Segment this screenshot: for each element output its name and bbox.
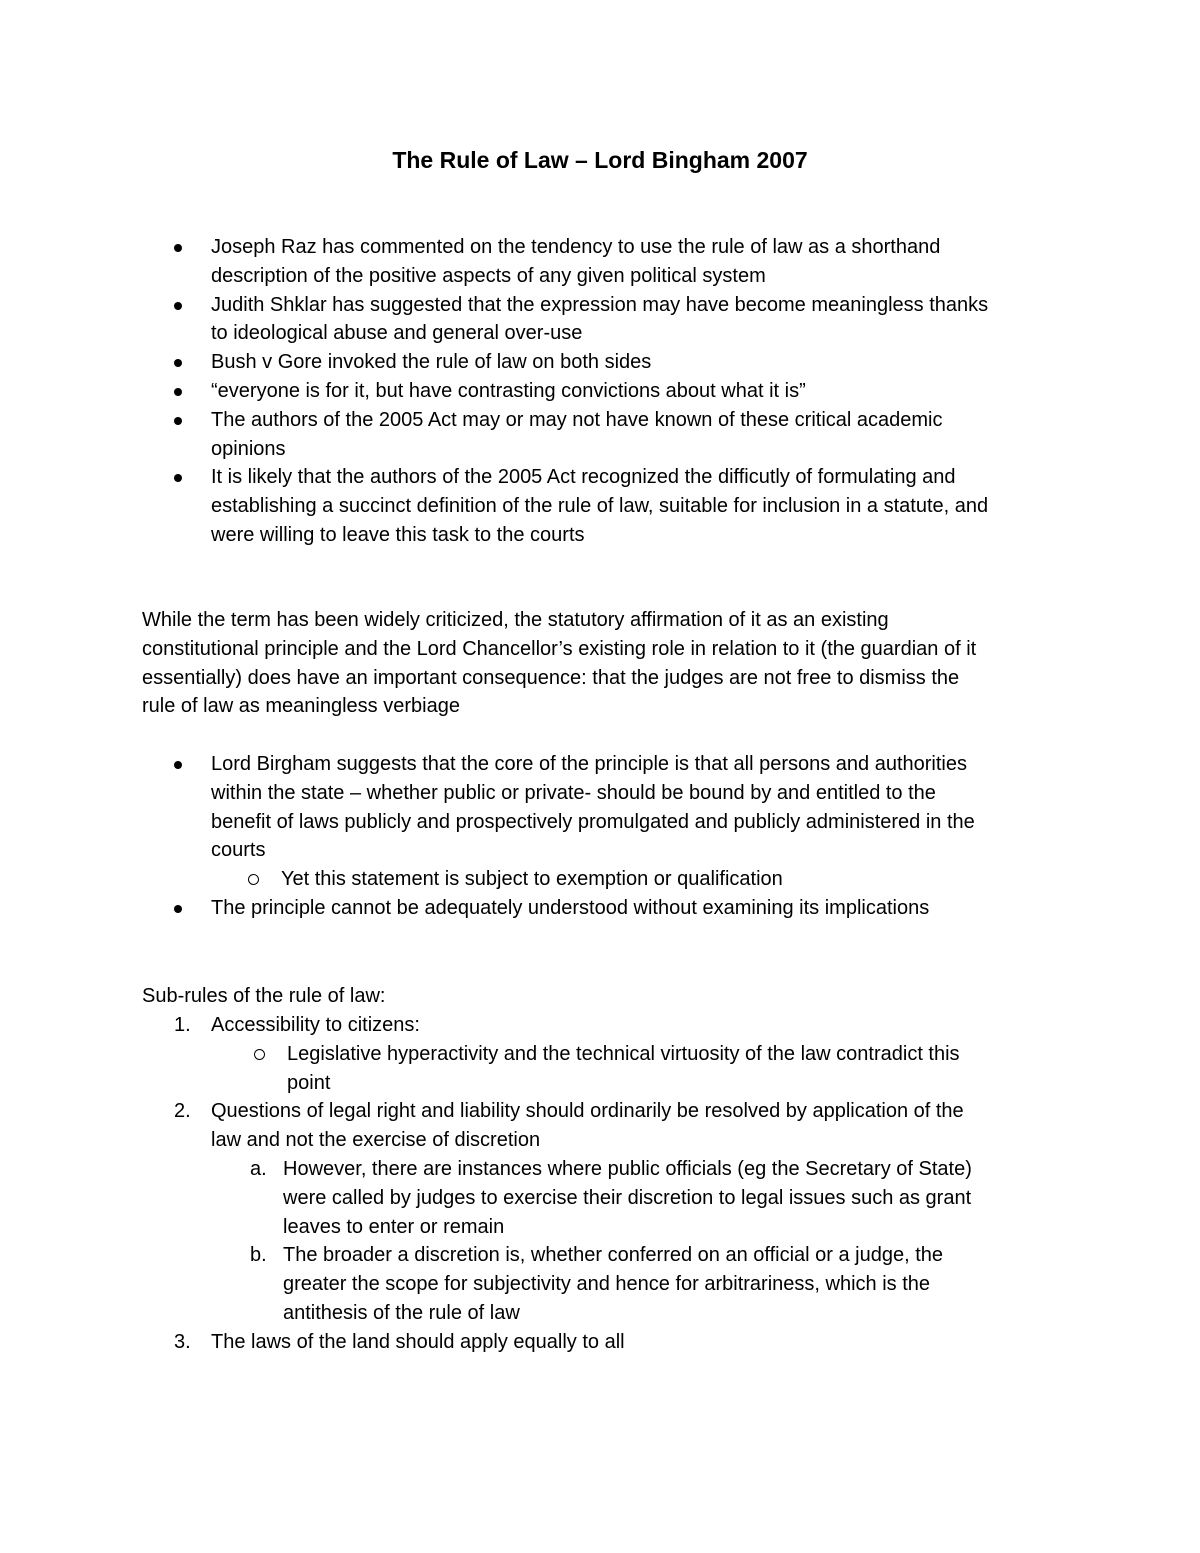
lettered-item — [0, 1155, 1200, 1241]
list-item — [0, 377, 1200, 406]
list-item-line: within the state – whether public or private- should be bound by and entitled to the — [211, 781, 936, 804]
bullet-icon — [174, 244, 182, 252]
letter-label: a. — [250, 1157, 267, 1180]
list-item-line: It is likely that the authors of the 2005 Act recognized the difficutly of formulating and — [211, 466, 956, 489]
circle-bullet-icon — [254, 1049, 265, 1060]
list-item-line: were called by judges to exercise their discretion to legal issues such as grant — [283, 1186, 972, 1209]
list-item — [0, 291, 1200, 349]
bullet-icon — [174, 302, 182, 310]
sub-list-item-line: Yet this statement is subject to exemption or qualification — [281, 868, 783, 891]
list-item-line: The laws of the land should apply equally to all — [211, 1330, 625, 1353]
list-item-line: Questions of legal right and liability should ordinarily be resolved by application of the — [211, 1100, 964, 1123]
paragraph-line: rule of law as meaningless verbiage — [142, 695, 460, 718]
list-item-line: leaves to enter or remain — [283, 1215, 505, 1238]
page-title: The Rule of Law – Lord Bingham 2007 — [392, 147, 808, 173]
paragraph-line: constitutional principle and the Lord Chancellor’s existing role in relation to it (the guardian of it — [142, 637, 977, 660]
list-item-line: establishing a succinct definition of the rule of law, suitable for inclusion in a statute, and — [211, 495, 989, 518]
list-item — [0, 406, 1200, 464]
list-item-line: The authors of the 2005 Act may or may not have known of these critical academic — [211, 408, 943, 431]
bullet-icon — [174, 905, 182, 913]
circle-bullet-icon — [248, 874, 259, 885]
list-item-line: “everyone is for it, but have contrasting convictions about what it is” — [211, 379, 806, 402]
body-paragraph — [142, 606, 976, 721]
numbered-item — [0, 1011, 1200, 1097]
bullet-icon — [174, 761, 182, 769]
sub-list-item-line: point — [287, 1071, 331, 1094]
sub-list-item — [281, 865, 1200, 894]
number-label: 3. — [174, 1330, 191, 1353]
list-item-line: law and not the exercise of discretion — [211, 1129, 541, 1152]
sub-list-item — [287, 1040, 1200, 1098]
numbered-list — [0, 1011, 1200, 1357]
list-item — [0, 463, 1200, 549]
list-item-line: Lord Birgham suggests that the core of the principle is that all persons and authorities — [211, 753, 967, 775]
numbered-item — [0, 1097, 1200, 1327]
list-item — [0, 233, 1200, 291]
paragraph-line: While the term has been widely criticized, the statutory affirmation of it as an existing — [142, 609, 889, 631]
list-item — [0, 348, 1200, 377]
list-item-line: were willing to leave this task to the courts — [211, 523, 585, 546]
list-item-line: The broader a discretion is, whether conferred on an official or a judge, the — [283, 1244, 944, 1267]
list-item-line: The principle cannot be adequately understood without examining its implications — [211, 896, 930, 919]
list-item-line: However, there are instances where public officials (eg the Secretary of State) — [283, 1157, 972, 1180]
list-item — [0, 750, 1200, 894]
list-item-line: Accessibility to citizens: — [211, 1014, 420, 1036]
list-item-line: antithesis of the rule of law — [283, 1301, 520, 1324]
bullet-icon — [174, 417, 182, 425]
number-label: 1. — [174, 1014, 191, 1036]
lettered-item — [0, 1241, 1200, 1327]
sub-list-item-line: Legislative hyperactivity and the technical virtuosity of the law contradict this — [287, 1042, 960, 1065]
list-item-line: greater the scope for subjectivity and hence for arbitrariness, which is the — [283, 1273, 930, 1296]
list-item-line: Judith Shklar has suggested that the expression may have become meaningless thanks — [211, 293, 989, 316]
list-item-line: to ideological abuse and general over-use — [211, 322, 583, 345]
bullet-list-1 — [0, 233, 1200, 550]
number-label: 2. — [174, 1100, 191, 1123]
bullet-icon — [174, 359, 182, 367]
list-item-line: Joseph Raz has commented on the tendency to use the rule of law as a shorthand — [211, 236, 941, 258]
list-item-line: opinions — [211, 437, 286, 460]
list-item-line: Bush v Gore invoked the rule of law on both sides — [211, 351, 652, 374]
list-item-line: benefit of laws publicly and prospectively promulgated and publicly administered in the — [211, 810, 975, 833]
letter-label: b. — [250, 1244, 267, 1267]
subrules-heading: Sub-rules of the rule of law: — [142, 985, 386, 1007]
bullet-icon — [174, 474, 182, 482]
list-item-line: courts — [211, 839, 266, 862]
numbered-item — [0, 1328, 1200, 1357]
paragraph-line: essentially) does have an important consequence: that the judges are not free to dismiss the — [142, 666, 960, 689]
list-item — [0, 894, 1200, 923]
bullet-list-2 — [0, 750, 1200, 923]
list-item-line: description of the positive aspects of any given political system — [211, 264, 766, 287]
bullet-icon — [174, 388, 182, 396]
